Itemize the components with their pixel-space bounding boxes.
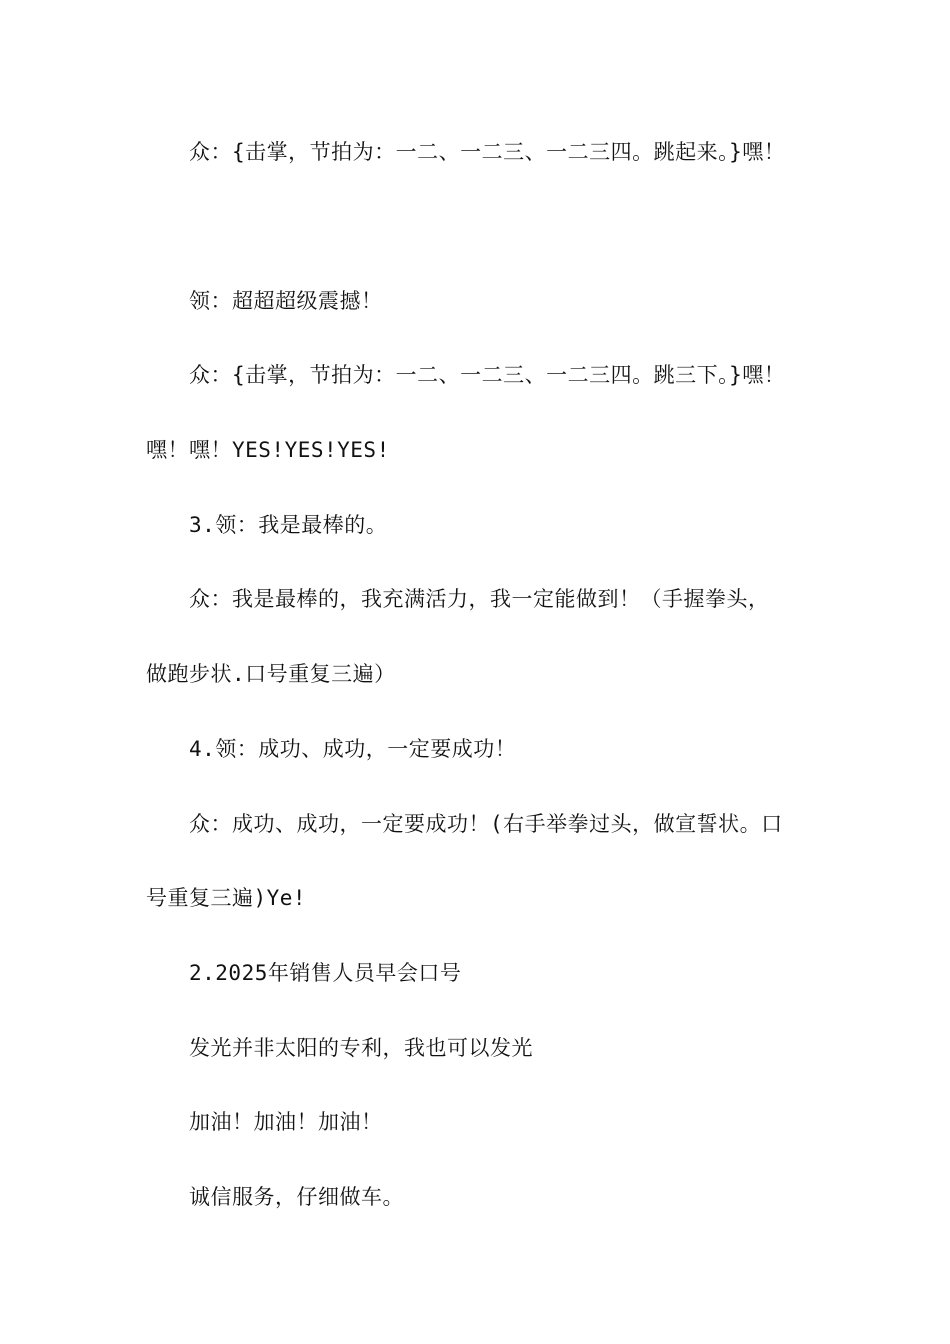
text-line-6: 众：我是最棒的，我充满活力，我一定能做到！（手握拳头， <box>189 587 770 611</box>
text-line-5: 3.领：我是最棒的。 <box>189 513 388 537</box>
text-line-8: 4.领：成功、成功，一定要成功！ <box>189 737 517 761</box>
text-line-2: 领：超超超级震撼！ <box>189 289 383 313</box>
text-line-11: 2.2025年销售人员早会口号 <box>189 961 462 985</box>
text-line-3: 众：{击掌，节拍为：一二、一二三、一二三四。跳三下。}嘿！ <box>189 363 786 387</box>
text-line-10: 号重复三遍)Ye! <box>146 886 307 910</box>
text-line-4: 嘿！嘿！YES!YES!YES! <box>146 438 390 462</box>
text-line-12: 发光并非太阳的专利，我也可以发光 <box>189 1036 533 1060</box>
text-line-13: 加油！加油！加油！ <box>189 1110 383 1134</box>
text-line-7: 做跑步状.口号重复三遍） <box>146 662 396 686</box>
text-line-1: 众：{击掌，节拍为：一二、一二三、一二三四。跳起来。}嘿！ <box>189 140 786 164</box>
text-line-9: 众：成功、成功，一定要成功！(右手举拳过头，做宣誓状。口 <box>189 812 783 836</box>
text-line-14: 诚信服务，仔细做车。 <box>189 1185 404 1209</box>
